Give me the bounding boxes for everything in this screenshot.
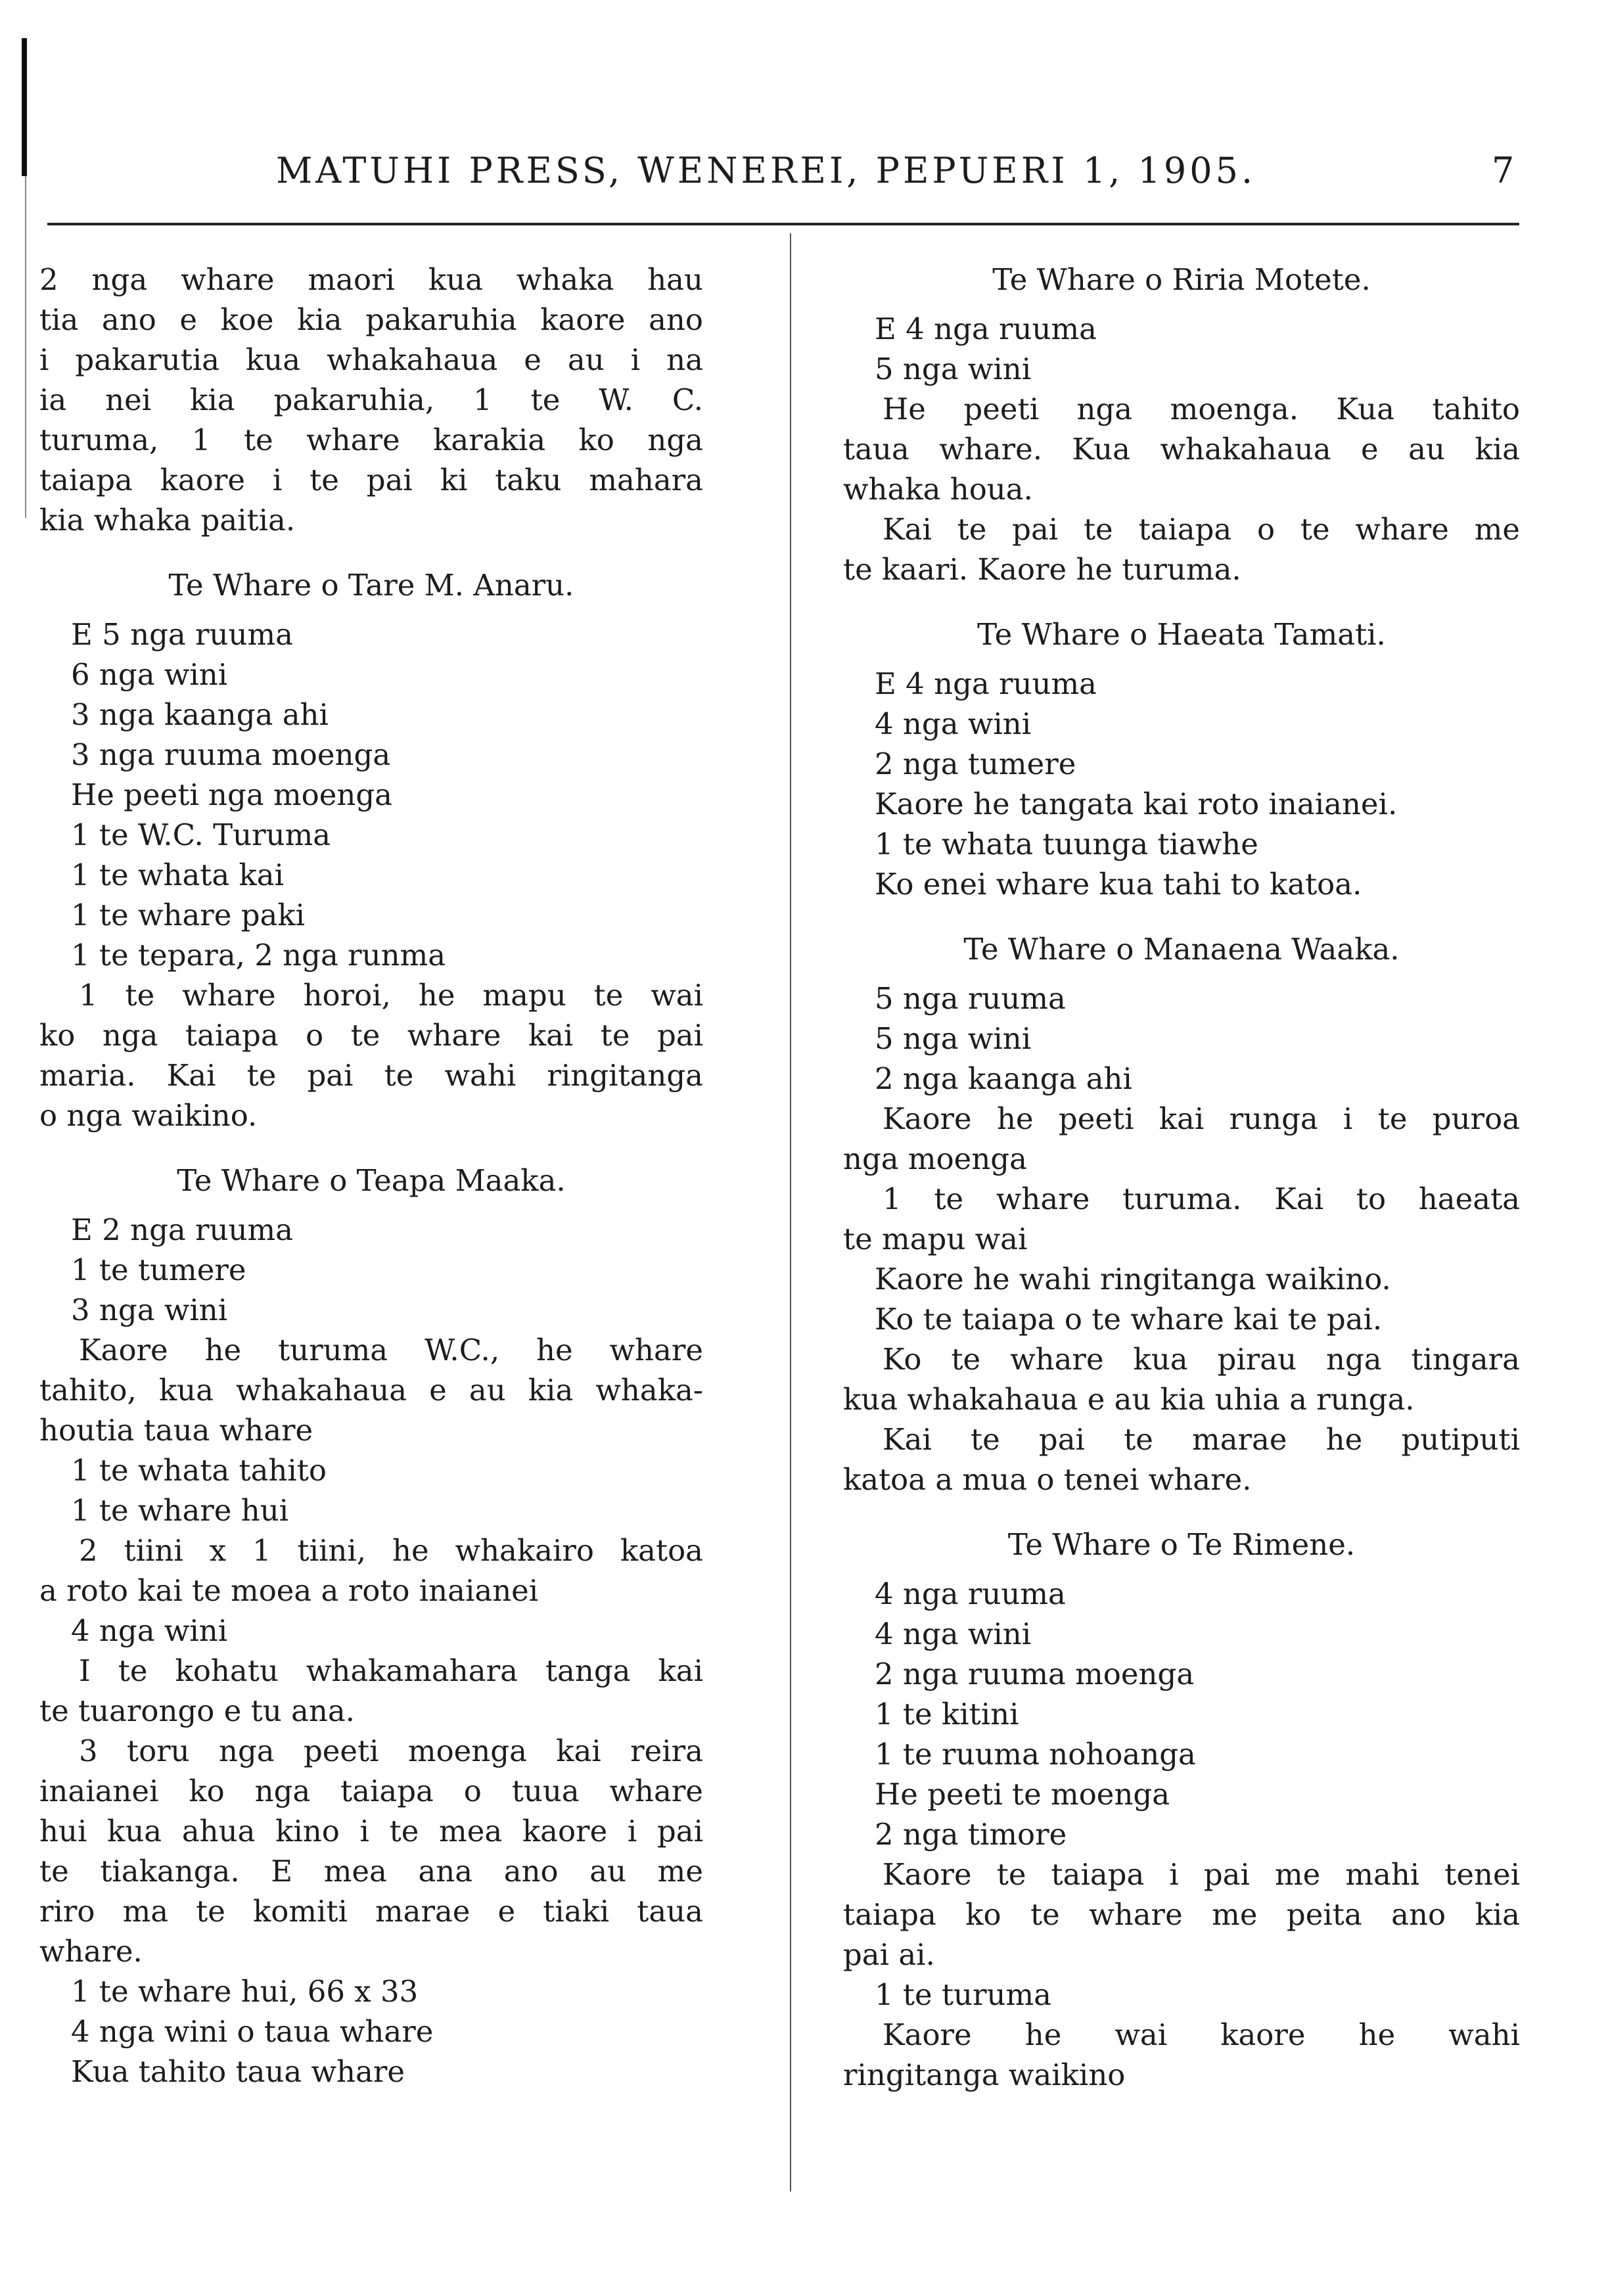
item-list [843, 1574, 1520, 1854]
page-number: 7 [1492, 150, 1515, 191]
list-item: 6 nga wini [71, 657, 228, 692]
text-line: 2 tiini x 1 tiini, he whakairo katoa [79, 1533, 703, 1568]
list-item: E 5 nga ruuma [71, 617, 293, 652]
list-item: E 4 nga ruuma [875, 311, 1097, 346]
paragraph [843, 1099, 1520, 1179]
right-column [843, 260, 1520, 2095]
list-item: 5 nga wini [875, 352, 1032, 386]
text-line: te tuarongo e tu ana. [39, 1693, 355, 1728]
text-line: nga moenga [843, 1141, 1027, 1176]
section-heading: Te Whare o Riria Motete. [992, 262, 1371, 297]
list-item: Kaore he tangata kai roto inaianei. [875, 787, 1398, 821]
list-item: 1 te ruuma nohoanga [875, 1737, 1196, 1772]
text-line: Kaore he peeti kai runga i te puroa [883, 1101, 1520, 1136]
paragraph [39, 975, 703, 1136]
text-line: katoa a mua o tenei whare. [843, 1462, 1252, 1497]
text-line: whaka houa. [843, 472, 1033, 507]
text-line: a roto kai te moea a roto inaianei [39, 1573, 539, 1608]
list-item: E 2 nga ruuma [71, 1212, 293, 1247]
text-line: Kai te pai te marae he putiputi [883, 1422, 1520, 1457]
text-line: hui kua ahua kino i te mea kaore i pai [39, 1814, 703, 1848]
list-item: 1 te whata tuunga tiawhe [875, 827, 1258, 861]
list-item: 4 nga wini [875, 706, 1032, 741]
list-item: 1 te whata kai [71, 858, 284, 892]
list-item: 2 nga tumere [875, 746, 1076, 781]
list-item: 1 te kitini [875, 1697, 1019, 1732]
margin-line [25, 176, 26, 518]
text-line: i pakarutia kua whakahaua e au i na [39, 342, 703, 377]
list-item: 1 te tumere [71, 1252, 246, 1287]
section-heading: Te Whare o Teapa Maaka. [177, 1163, 566, 1198]
item-list [39, 1611, 703, 1651]
paragraph [843, 1339, 1520, 1419]
list-item: 4 nga wini o taua whare [71, 2014, 434, 2049]
left-column [39, 260, 703, 2092]
header-rule [47, 223, 1519, 225]
text-line: I te kohatu whakamahara tanga kai [79, 1653, 703, 1688]
text-line: Kaore te taiapa i pai me mahi tenei [883, 1857, 1520, 1892]
section-heading: Te Whare o Te Rimene. [1007, 1527, 1356, 1562]
item-list [843, 1975, 1520, 2015]
text-line: 1 te whare turuma. Kai to haeata [883, 1182, 1520, 1216]
list-item: 3 nga kaanga ahi [71, 697, 329, 732]
list-item: 3 nga wini [71, 1293, 228, 1327]
text-line: taiapa kaore i te pai ki taku mahara [39, 463, 703, 497]
list-item: 1 te whare hui [71, 1493, 289, 1528]
text-line: riro ma te komiti marae e tiaki taua [39, 1894, 703, 1929]
item-list [843, 309, 1520, 389]
list-item: 4 nga ruuma [875, 1576, 1066, 1611]
list-item: Kaore he wahi ringitanga waikino. [875, 1262, 1391, 1297]
page-title: MATUHI PRESS, WENEREI, PEPUERI 1, 1905. [276, 150, 1256, 191]
item-list [843, 1259, 1520, 1339]
paragraph [843, 509, 1520, 589]
list-item: He peeti te moenga [875, 1777, 1170, 1812]
paragraph [843, 2015, 1520, 2095]
text-line: taua whare. Kua whakahaua e au kia [843, 432, 1520, 467]
text-line: 3 toru nga peeti moenga kai reira [79, 1733, 703, 1768]
list-item: E 4 nga ruuma [875, 666, 1097, 701]
list-item: 2 nga kaanga ahi [875, 1061, 1132, 1096]
page-header [0, 150, 1608, 202]
paragraph [843, 1179, 1520, 1259]
text-line: tahito, kua whakahaua e au kia whaka- [39, 1373, 703, 1408]
text-line: 2 nga whare maori kua whaka hau [39, 262, 703, 297]
text-line: Kaore he turuma W.C., he whare [79, 1333, 703, 1367]
text-line: maria. Kai te pai te wahi ringitanga [39, 1058, 703, 1093]
text-line: He peeti nga moenga. Kua tahito [883, 392, 1520, 426]
list-item: 4 nga wini [875, 1617, 1032, 1651]
text-line: Kai te pai te taiapa o te whare me [883, 512, 1520, 547]
section-heading: Te Whare o Haeata Tamati. [977, 617, 1386, 652]
text-line: kua whakahaua e au kia uhia a runga. [843, 1382, 1415, 1417]
list-item: 1 te tepara, 2 nga runma [71, 938, 446, 973]
section-heading: Te Whare o Tare M. Anaru. [168, 568, 574, 603]
paragraph [39, 1330, 703, 1450]
section-heading: Te Whare o Manaena Waaka. [963, 932, 1400, 967]
item-list [39, 614, 703, 975]
paragraph [843, 1419, 1520, 1500]
list-item: 1 te whata tahito [71, 1453, 327, 1488]
text-line: pai ai. [843, 1937, 935, 1972]
item-list [843, 664, 1520, 904]
text-line: kia whaka paitia. [39, 503, 296, 538]
text-line: whare. [39, 1934, 143, 1969]
list-item: 3 nga ruuma moenga [71, 737, 391, 772]
item-list [843, 978, 1520, 1099]
list-item: 1 te whare paki [71, 898, 306, 932]
text-line: inaianei ko nga taiapa o tuua whare [39, 1774, 703, 1808]
list-item: He peeti nga moenga [71, 777, 392, 812]
text-line: taiapa ko te whare me peita ano kia [843, 1897, 1520, 1932]
text-line: turuma, 1 te whare karakia ko nga [39, 423, 703, 457]
text-line: ringitanga waikino [843, 2057, 1126, 2092]
list-item: 1 te W.C. Turuma [71, 817, 331, 852]
paragraph [39, 1530, 703, 1611]
text-line: Kaore he wai kaore he wahi [883, 2017, 1520, 2052]
paragraph [843, 1854, 1520, 1975]
text-line: te kaari. Kaore he turuma. [843, 552, 1241, 587]
list-item: Ko te taiapa o te whare kai te pai. [875, 1302, 1383, 1337]
list-item: 2 nga timore [875, 1817, 1067, 1852]
text-line: te mapu wai [843, 1222, 1028, 1256]
intro-paragraph [39, 260, 703, 540]
paragraph [39, 1651, 703, 1731]
text-line: te tiakanga. E mea ana ano au me [39, 1854, 703, 1889]
text-line: houtia taua whare [39, 1413, 313, 1448]
paragraph [843, 389, 1520, 509]
list-item: 1 te whare hui, 66 x 33 [71, 1974, 419, 2009]
paragraph [39, 1731, 703, 1971]
text-line: o nga waikino. [39, 1098, 258, 1133]
item-list [39, 1450, 703, 1530]
column-divider [790, 233, 791, 2192]
list-item: 1 te turuma [875, 1977, 1052, 2012]
list-item: 5 nga ruuma [875, 981, 1066, 1016]
text-line: ia nei kia pakaruhia, 1 te W. C. [39, 382, 703, 417]
list-item: Kua tahito taua whare [71, 2054, 405, 2089]
text-line: ko nga taiapa o te whare kai te pai [39, 1018, 703, 1053]
item-list [39, 1210, 703, 1330]
item-list [39, 1971, 703, 2092]
text-line: Ko te whare kua pirau nga tingara [883, 1342, 1520, 1377]
list-item: 4 nga wini [71, 1613, 228, 1648]
list-item: Ko enei whare kua tahi to katoa. [875, 867, 1362, 902]
text-line: tia ano e koe kia pakaruhia kaore ano [39, 302, 703, 337]
list-item: 5 nga wini [875, 1021, 1032, 1056]
text-line: 1 te whare horoi, he mapu te wai [79, 978, 703, 1013]
list-item: 2 nga ruuma moenga [875, 1657, 1195, 1691]
